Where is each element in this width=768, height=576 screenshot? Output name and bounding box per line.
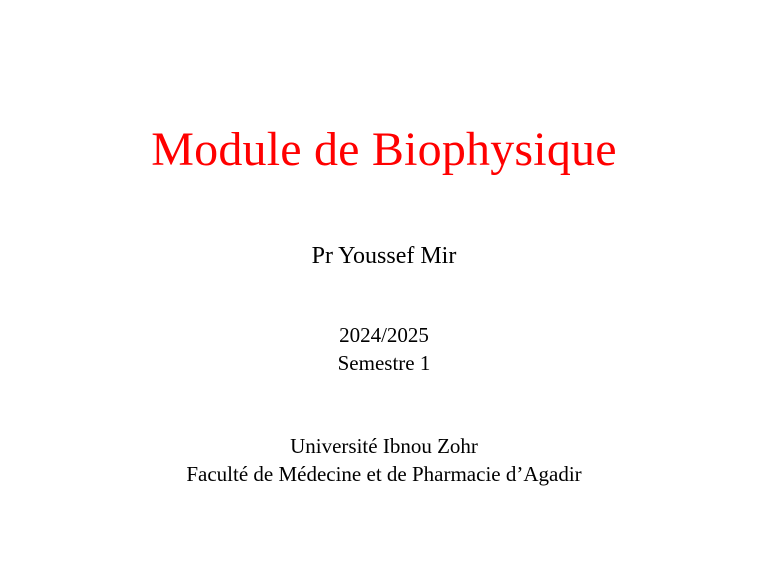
institution-info bbox=[0, 432, 768, 489]
university-name: Université Ibnou Zohr bbox=[290, 434, 478, 458]
faculty-name: Faculté de Médecine et de Pharmacie d’Agadir bbox=[186, 462, 582, 487]
academic-info bbox=[0, 322, 768, 377]
academic-year: 2024/2025 bbox=[339, 323, 429, 347]
semester: Semestre 1 bbox=[337, 350, 431, 375]
page-title: Module de Biophysique bbox=[151, 123, 617, 177]
presenter-name: Pr Youssef Mir bbox=[311, 243, 457, 269]
